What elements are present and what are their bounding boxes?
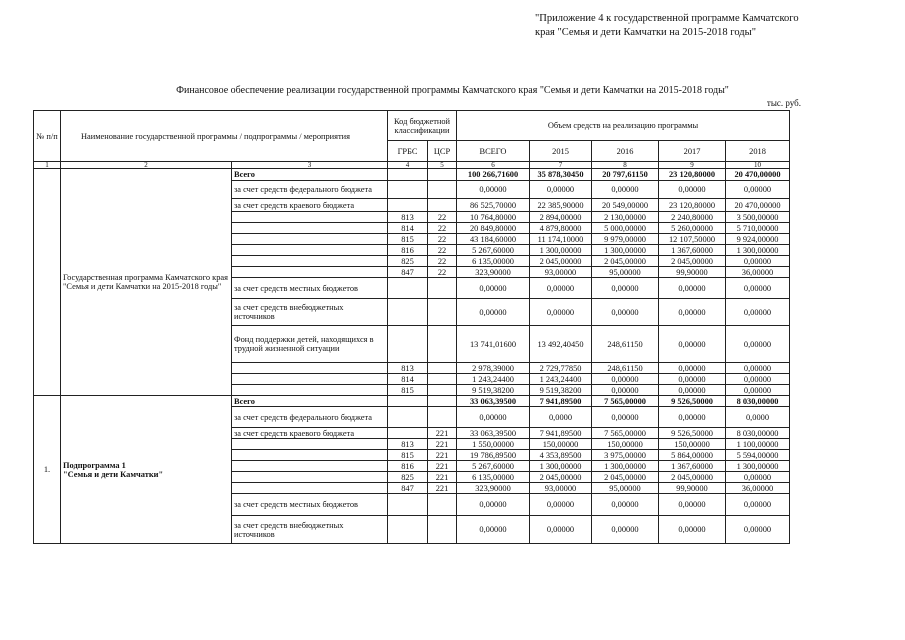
row-value: 1 367,60000	[659, 245, 726, 256]
row-grbs: 825	[388, 256, 428, 267]
row-csr: 22	[428, 245, 457, 256]
row-label	[232, 267, 388, 278]
row-value: 100 266,71600	[457, 169, 530, 181]
row-value: 0,00000	[659, 326, 726, 363]
row-csr	[428, 374, 457, 385]
row-value: 5 267,60000	[457, 461, 530, 472]
table-row	[34, 396, 790, 407]
row-grbs	[388, 396, 428, 407]
row-csr	[428, 199, 457, 212]
row-value: 5 864,00000	[659, 450, 726, 461]
subprogram-name-line: "Семья и дети Камчатки"	[63, 469, 164, 479]
row-value: 9 526,50000	[659, 428, 726, 439]
row-grbs	[388, 407, 428, 428]
row-label: за счет средств внебюджетных источников	[232, 516, 388, 544]
row-csr: 22	[428, 234, 457, 245]
row-value: 11 174,10000	[530, 234, 592, 245]
row-value: 150,00000	[659, 439, 726, 450]
column-index: 3	[232, 162, 388, 169]
row-csr	[428, 169, 457, 181]
row-value: 7 565,00000	[592, 428, 659, 439]
appendix-line-1: "Приложение 4 к государственной программе Камчатского	[535, 13, 799, 24]
row-value: 13 741,01600	[457, 326, 530, 363]
row-value: 93,00000	[530, 267, 592, 278]
column-index: 10	[726, 162, 790, 169]
row-grbs	[388, 169, 428, 181]
row-value: 0,00000	[726, 385, 790, 396]
row-csr: 221	[428, 472, 457, 483]
header-2016: 2016	[592, 141, 659, 162]
row-value: 2 240,80000	[659, 212, 726, 223]
row-value: 95,00000	[592, 483, 659, 494]
row-label	[232, 212, 388, 223]
row-csr: 221	[428, 439, 457, 450]
row-value: 0,00000	[726, 516, 790, 544]
row-value: 0,00000	[530, 278, 592, 299]
row-value: 1 550,00000	[457, 439, 530, 450]
row-grbs	[388, 299, 428, 326]
row-grbs	[388, 181, 428, 199]
row-label	[232, 385, 388, 396]
row-value: 9 979,00000	[592, 234, 659, 245]
row-value: 35 878,30450	[530, 169, 592, 181]
row-label	[232, 234, 388, 245]
row-value: 0,00000	[530, 299, 592, 326]
row-csr: 22	[428, 212, 457, 223]
row-csr	[428, 278, 457, 299]
row-value: 0,00000	[659, 494, 726, 516]
row-value: 23 120,80000	[659, 199, 726, 212]
row-csr	[428, 326, 457, 363]
subprogram-name	[61, 396, 232, 544]
row-value: 2 130,00000	[592, 212, 659, 223]
header-2018: 2018	[726, 141, 790, 162]
row-value: 0,00000	[592, 516, 659, 544]
row-csr: 22	[428, 256, 457, 267]
subprogram-name-line: Подпрограмма 1	[63, 460, 126, 470]
row-label: за счет средств федерального бюджета	[232, 181, 388, 199]
row-value: 1 243,24400	[530, 374, 592, 385]
row-csr	[428, 494, 457, 516]
row-grbs	[388, 428, 428, 439]
appendix-line-2: края "Семья и дети Камчатки на 2015-2018 годы"	[535, 27, 756, 38]
row-label	[232, 439, 388, 450]
row-label: за счет средств краевого бюджета	[232, 428, 388, 439]
row-value: 2 045,00000	[530, 472, 592, 483]
row-grbs: 815	[388, 385, 428, 396]
row-grbs: 825	[388, 472, 428, 483]
row-label: Всего	[232, 169, 388, 181]
row-value: 13 492,40450	[530, 326, 592, 363]
row-value: 2 729,77850	[530, 363, 592, 374]
row-grbs: 816	[388, 461, 428, 472]
row-value: 3 500,00000	[726, 212, 790, 223]
row-label	[232, 483, 388, 494]
row-value: 5 000,00000	[592, 223, 659, 234]
row-value: 0,00000	[530, 516, 592, 544]
row-value: 2 894,00000	[530, 212, 592, 223]
row-value: 1 300,00000	[592, 461, 659, 472]
row-value: 2 045,00000	[592, 256, 659, 267]
document-title: Финансовое обеспечение реализации государственной программы Камчатского края "Семья и дети Камчатки на 2015-2018 годы"	[176, 85, 729, 96]
row-value: 4 879,80000	[530, 223, 592, 234]
row-csr	[428, 385, 457, 396]
row-label	[232, 256, 388, 267]
row-value: 0,00000	[726, 181, 790, 199]
row-value: 0,00000	[659, 299, 726, 326]
row-value: 5 260,00000	[659, 223, 726, 234]
row-grbs: 813	[388, 212, 428, 223]
row-csr	[428, 181, 457, 199]
row-csr: 221	[428, 461, 457, 472]
program-name: Государственная программа Камчатского края "Семья и дети Камчатки на 2015-2018 годы"	[61, 169, 232, 396]
row-value: 0,00000	[530, 181, 592, 199]
row-value: 323,90000	[457, 267, 530, 278]
row-value: 7 941,89500	[530, 396, 592, 407]
row-grbs	[388, 199, 428, 212]
row-label: за счет средств федерального бюджета	[232, 407, 388, 428]
row-value: 0,00000	[592, 374, 659, 385]
row-value: 36,00000	[726, 483, 790, 494]
row-csr	[428, 396, 457, 407]
row-value: 6 135,00000	[457, 256, 530, 267]
row-grbs: 814	[388, 374, 428, 385]
row-value: 0,00000	[659, 363, 726, 374]
column-index: 6	[457, 162, 530, 169]
column-index: 7	[530, 162, 592, 169]
row-label: за счет средств местных бюджетов	[232, 278, 388, 299]
row-label: Фонд поддержки детей, находящихся в трудной жизненной ситуации	[232, 326, 388, 363]
row-value: 0,00000	[592, 385, 659, 396]
row-value: 0,00000	[659, 385, 726, 396]
row-value: 1 367,60000	[659, 461, 726, 472]
row-value: 20 470,00000	[726, 199, 790, 212]
row-value: 0,00000	[530, 494, 592, 516]
row-value: 5 267,60000	[457, 245, 530, 256]
row-value: 20 549,00000	[592, 199, 659, 212]
row-value: 2 045,00000	[592, 472, 659, 483]
header-2017: 2017	[659, 141, 726, 162]
row-value: 20 797,61150	[592, 169, 659, 181]
table-row	[34, 169, 790, 181]
row-csr: 22	[428, 223, 457, 234]
column-index: 2	[61, 162, 232, 169]
row-value: 99,90000	[659, 483, 726, 494]
row-value: 0,00000	[726, 256, 790, 267]
row-label	[232, 245, 388, 256]
row-label: Всего	[232, 396, 388, 407]
row-label	[232, 450, 388, 461]
program-num-cell	[34, 169, 61, 396]
row-value: 6 135,00000	[457, 472, 530, 483]
row-label	[232, 461, 388, 472]
header-2015: 2015	[530, 141, 592, 162]
header-csr: ЦСР	[428, 141, 457, 162]
row-value: 0,00000	[457, 299, 530, 326]
row-grbs: 813	[388, 439, 428, 450]
row-value: 0,00000	[457, 494, 530, 516]
row-value: 0,00000	[726, 326, 790, 363]
row-value: 20 470,00000	[726, 169, 790, 181]
header-code: Код бюджетной классификации	[388, 111, 457, 141]
financing-table	[33, 110, 790, 544]
row-value: 0,0000	[530, 407, 592, 428]
row-value: 0,00000	[726, 374, 790, 385]
row-value: 36,00000	[726, 267, 790, 278]
row-value: 12 107,50000	[659, 234, 726, 245]
row-value: 5 594,00000	[726, 450, 790, 461]
row-value: 7 941,89500	[530, 428, 592, 439]
row-value: 0,00000	[659, 181, 726, 199]
row-value: 0,00000	[592, 299, 659, 326]
row-csr: 22	[428, 267, 457, 278]
row-csr: 221	[428, 450, 457, 461]
row-value: 323,90000	[457, 483, 530, 494]
row-value: 4 353,89500	[530, 450, 592, 461]
row-value: 0,00000	[659, 516, 726, 544]
row-value: 1 243,24400	[457, 374, 530, 385]
row-value: 0,00000	[457, 181, 530, 199]
row-value: 5 710,00000	[726, 223, 790, 234]
row-value: 2 978,39000	[457, 363, 530, 374]
header-name: Наименование государственной программы / подпрограммы / мероприятия	[61, 111, 388, 162]
row-value: 0,00000	[726, 494, 790, 516]
row-label	[232, 374, 388, 385]
column-index: 1	[34, 162, 61, 169]
appendix-note	[535, 12, 799, 40]
row-csr	[428, 363, 457, 374]
row-value: 23 120,80000	[659, 169, 726, 181]
row-value: 0,00000	[592, 407, 659, 428]
row-value: 3 975,00000	[592, 450, 659, 461]
row-value: 19 786,89500	[457, 450, 530, 461]
row-value: 0,00000	[726, 363, 790, 374]
row-value: 8 030,00000	[726, 396, 790, 407]
row-value: 95,00000	[592, 267, 659, 278]
row-label	[232, 363, 388, 374]
column-index: 5	[428, 162, 457, 169]
row-value: 0,00000	[726, 472, 790, 483]
row-value: 1 300,00000	[592, 245, 659, 256]
subprogram-num: 1.	[34, 396, 61, 544]
row-value: 20 849,80000	[457, 223, 530, 234]
row-csr	[428, 299, 457, 326]
row-grbs: 815	[388, 450, 428, 461]
row-value: 150,00000	[530, 439, 592, 450]
row-value: 93,00000	[530, 483, 592, 494]
row-label	[232, 472, 388, 483]
row-value: 7 565,00000	[592, 396, 659, 407]
row-grbs: 814	[388, 223, 428, 234]
row-value: 9 924,00000	[726, 234, 790, 245]
units-label: тыс. руб.	[766, 98, 801, 108]
header-num: № п/п	[34, 111, 61, 162]
row-value: 33 063,39500	[457, 428, 530, 439]
row-value: 1 300,00000	[726, 245, 790, 256]
row-csr	[428, 407, 457, 428]
row-value: 1 100,00000	[726, 439, 790, 450]
row-value: 10 764,80000	[457, 212, 530, 223]
row-value: 8 030,00000	[726, 428, 790, 439]
row-csr: 221	[428, 483, 457, 494]
row-grbs	[388, 326, 428, 363]
row-value: 0,00000	[726, 299, 790, 326]
row-value: 2 045,00000	[659, 472, 726, 483]
row-grbs: 847	[388, 267, 428, 278]
row-value: 1 300,00000	[726, 461, 790, 472]
row-value: 0,0000	[726, 407, 790, 428]
row-value: 9 526,50000	[659, 396, 726, 407]
row-grbs: 813	[388, 363, 428, 374]
row-grbs	[388, 278, 428, 299]
row-label: за счет средств местных бюджетов	[232, 494, 388, 516]
row-grbs: 815	[388, 234, 428, 245]
header-volume: Объем средств на реализацию программы	[457, 111, 790, 141]
row-value: 0,00000	[457, 407, 530, 428]
row-value: 86 525,70000	[457, 199, 530, 212]
row-value: 248,61150	[592, 326, 659, 363]
row-grbs: 816	[388, 245, 428, 256]
row-grbs	[388, 494, 428, 516]
row-value: 0,00000	[659, 278, 726, 299]
row-value: 150,00000	[592, 439, 659, 450]
row-value: 1 300,00000	[530, 461, 592, 472]
row-label	[232, 223, 388, 234]
row-value: 43 184,60000	[457, 234, 530, 245]
column-index: 8	[592, 162, 659, 169]
row-csr	[428, 516, 457, 544]
row-value: 0,00000	[457, 516, 530, 544]
row-value: 9 519,38200	[457, 385, 530, 396]
column-index: 9	[659, 162, 726, 169]
row-value: 0,00000	[592, 494, 659, 516]
row-value: 2 045,00000	[530, 256, 592, 267]
header-total: ВСЕГО	[457, 141, 530, 162]
row-grbs	[388, 516, 428, 544]
row-grbs: 847	[388, 483, 428, 494]
row-value: 33 063,39500	[457, 396, 530, 407]
row-value: 248,61150	[592, 363, 659, 374]
row-value: 0,00000	[457, 278, 530, 299]
row-value: 99,90000	[659, 267, 726, 278]
row-value: 9 519,38200	[530, 385, 592, 396]
row-value: 22 385,90000	[530, 199, 592, 212]
row-value: 2 045,00000	[659, 256, 726, 267]
row-value: 1 300,00000	[530, 245, 592, 256]
row-value: 0,00000	[592, 181, 659, 199]
row-value: 0,00000	[659, 374, 726, 385]
row-csr: 221	[428, 428, 457, 439]
row-value: 0,00000	[592, 278, 659, 299]
row-value: 0,00000	[659, 407, 726, 428]
row-label: за счет средств внебюджетных источников	[232, 299, 388, 326]
header-grbs: ГРБС	[388, 141, 428, 162]
row-label: за счет средств краевого бюджета	[232, 199, 388, 212]
row-value: 0,00000	[726, 278, 790, 299]
column-index: 4	[388, 162, 428, 169]
